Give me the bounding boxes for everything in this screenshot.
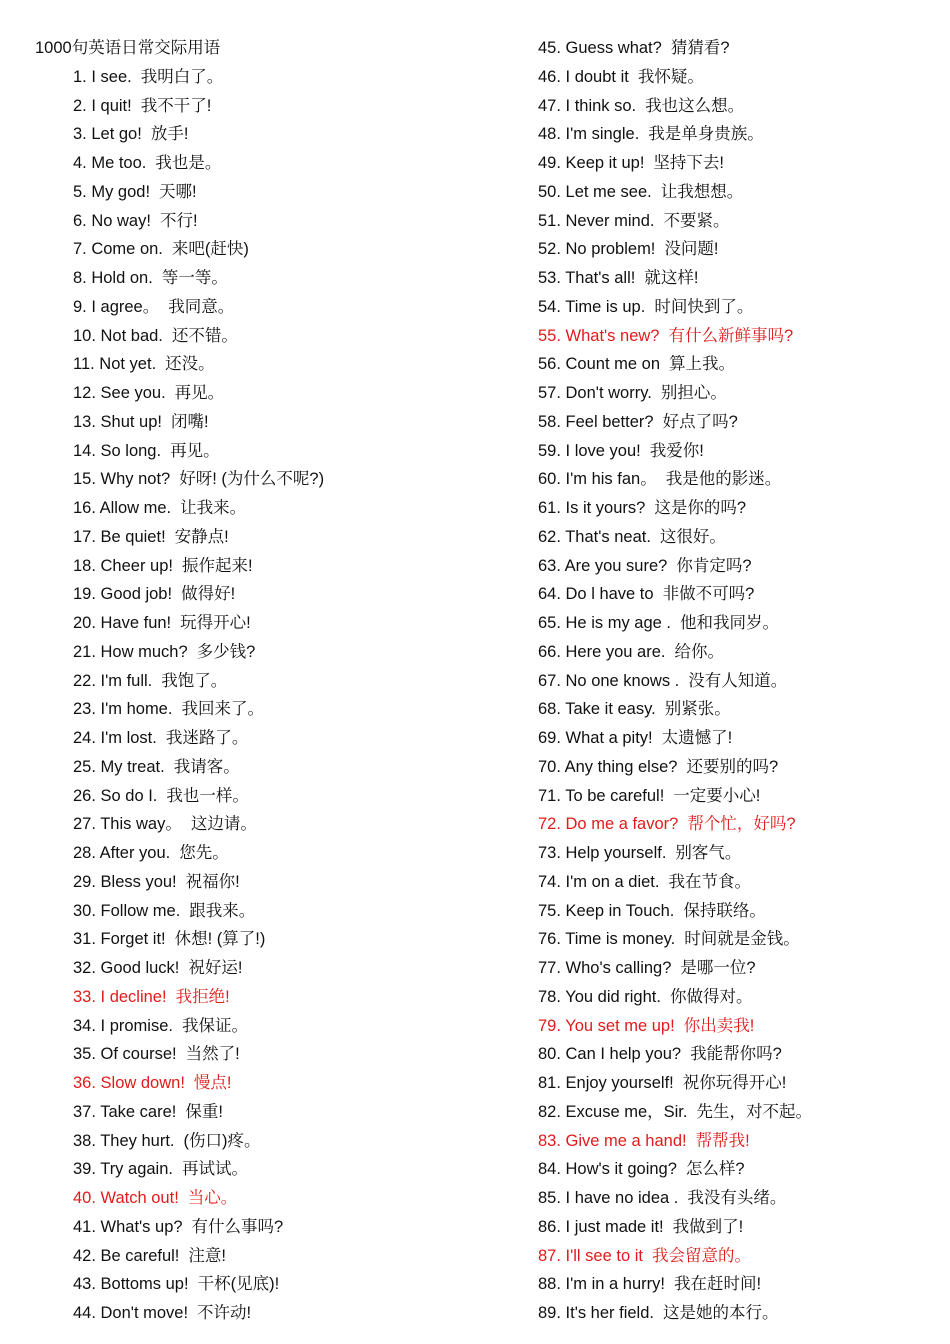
phrase-item — [73, 1244, 324, 1273]
phrase-item — [73, 611, 324, 640]
phrase-english: 76. Time is money. — [538, 930, 676, 949]
phrase-english: 3. Let go! — [73, 125, 142, 144]
phrase-english: 14. So long. — [73, 441, 162, 460]
phrase-item — [538, 496, 812, 525]
phrase-item — [538, 467, 812, 496]
phrase-english: 65. He is my age . — [538, 614, 671, 632]
phrase-english: 35. Of course! — [73, 1045, 177, 1064]
phrase-item — [538, 295, 812, 324]
phrase-item — [73, 784, 324, 813]
phrase-english: 77. Who's calling? — [538, 959, 672, 977]
phrase-english: 74. I'm on a diet. — [538, 872, 660, 891]
phrase-item — [73, 266, 324, 295]
phrase-chinese: 我能帮你吗? — [690, 1045, 782, 1064]
phrase-chinese: 没问题! — [664, 240, 719, 259]
document-title: 1000句英语日常交际用语 — [35, 39, 221, 57]
phrase-english: 39. Try again. — [73, 1160, 173, 1179]
phrase-item — [538, 352, 812, 381]
phrase-item — [538, 927, 812, 956]
phrase-list-left — [73, 65, 324, 1330]
phrase-english: 12. See you. — [73, 384, 166, 403]
phrase-item — [538, 209, 812, 238]
phrase-item — [538, 582, 812, 611]
phrase-chinese: 干杯(见底)! — [197, 1275, 280, 1294]
phrase-chinese: 他和我同岁。 — [679, 614, 779, 632]
phrase-chinese: 振作起来! — [181, 556, 253, 575]
phrase-english: 59. I love you! — [538, 441, 641, 460]
phrase-english: 16. Allow me. — [73, 499, 172, 518]
phrase-chinese: 别担心。 — [660, 384, 727, 402]
phrase-item — [538, 870, 812, 899]
phrase-item — [73, 1129, 324, 1158]
phrase-chinese: 来吧(赶快) — [171, 240, 249, 259]
phrase-chinese: 好呀! (为什么不呢?) — [179, 470, 325, 489]
phrase-english: 61. Is it yours? — [538, 499, 646, 517]
phrase-item — [73, 1071, 324, 1100]
phrase-english: 22. I'm full. — [73, 671, 153, 690]
phrase-english: 44. Don't move! — [73, 1304, 189, 1323]
phrase-chinese: 我迷路了。 — [165, 729, 249, 748]
phrase-item — [538, 697, 812, 726]
phrase-english: 51. Never mind. — [538, 211, 655, 230]
phrase-english: 27. This way。 — [73, 815, 182, 834]
phrase-english: 54. Time is up. — [538, 297, 646, 316]
phrase-chinese: 我是他的影迷。 — [665, 470, 782, 489]
phrase-english: 19. Good job! — [73, 585, 173, 604]
phrase-item — [73, 410, 324, 439]
phrase-chinese: 休想! (算了!) — [174, 930, 266, 949]
phrase-english: 6. No way! — [73, 211, 151, 230]
phrase-item — [538, 611, 812, 640]
phrase-english: 37. Take care! — [73, 1102, 177, 1121]
phrase-english: 83. Give me a hand! — [538, 1131, 687, 1150]
phrase-item — [538, 381, 812, 410]
phrase-item — [538, 65, 812, 94]
phrase-item — [73, 151, 324, 180]
phrase-item — [538, 1157, 812, 1186]
phrase-english: 49. Keep it up! — [538, 154, 645, 172]
phrase-item — [73, 180, 324, 209]
phrase-item — [73, 525, 324, 554]
phrase-english: 62. That's neat. — [538, 527, 651, 546]
phrase-item — [73, 870, 324, 899]
phrase-chinese: 时间就是金钱。 — [684, 930, 800, 949]
phrase-english: 72. Do me a favor? — [538, 815, 679, 834]
phrase-english: 58. Feel better? — [538, 412, 654, 431]
phrase-item — [538, 1272, 812, 1301]
phrase-chinese: 保持联络。 — [683, 901, 766, 920]
phrase-chinese: 你做得对。 — [669, 987, 753, 1006]
phrase-english: 11. Not yet. — [73, 355, 157, 374]
phrase-chinese: 你出卖我! — [683, 1016, 755, 1035]
phrase-chinese: 这边请。 — [190, 815, 257, 834]
phrase-english: 1. I see. — [73, 67, 132, 86]
phrase-chinese: 我饱了。 — [161, 671, 228, 690]
phrase-list-right — [538, 36, 812, 1330]
phrase-english: 89. It's her field. — [538, 1304, 654, 1322]
phrase-chinese: 还不错。 — [171, 326, 238, 345]
phrase-english: 29. Bless you! — [73, 872, 177, 891]
phrase-item — [73, 1014, 324, 1043]
phrase-english: 79. You set me up! — [538, 1016, 675, 1035]
phrase-chinese: 不许动! — [197, 1304, 252, 1323]
phrase-item — [538, 151, 812, 180]
phrase-english: 40. Watch out! — [73, 1189, 179, 1208]
phrase-english: 28. After you. — [73, 844, 171, 863]
phrase-chinese: 我也这么想。 — [645, 96, 745, 115]
phrase-chinese: 多少钱? — [196, 642, 256, 661]
phrase-item — [538, 94, 812, 123]
phrase-item — [73, 669, 324, 698]
phrase-chinese: 当心。 — [187, 1189, 238, 1208]
phrase-chinese: 我在赶时间! — [673, 1275, 762, 1294]
phrase-item — [73, 985, 324, 1014]
phrase-item — [538, 784, 812, 813]
phrase-english: 45. Guess what? — [538, 39, 662, 57]
phrase-item — [73, 381, 324, 410]
phrase-english: 9. I agree。 — [73, 297, 160, 316]
phrase-item — [538, 122, 812, 151]
phrase-english: 5. My god! — [73, 182, 151, 201]
phrase-item — [538, 525, 812, 554]
phrase-chinese: (伤口)疼。 — [183, 1131, 261, 1150]
phrase-english: 86. I just made it! — [538, 1217, 664, 1236]
phrase-english: 24. I'm lost. — [73, 729, 157, 748]
phrase-chinese: 给你。 — [674, 642, 724, 661]
phrase-english: 32. Good luck! — [73, 959, 180, 978]
phrase-chinese: 让我来。 — [180, 499, 247, 518]
phrase-chinese: 我做到了! — [672, 1217, 744, 1236]
phrase-english: 18. Cheer up! — [73, 556, 173, 575]
phrase-item — [538, 669, 812, 698]
phrase-english: 31. Forget it! — [73, 930, 166, 949]
phrase-english: 26. So do I. — [73, 786, 158, 805]
phrase-chinese: 还要别的吗? — [686, 757, 779, 776]
phrase-chinese: 我也一样。 — [166, 786, 249, 805]
phrase-item — [73, 956, 324, 985]
phrase-english: 33. I decline! — [73, 987, 167, 1006]
phrase-chinese: 别紧张。 — [664, 700, 731, 719]
phrase-item — [73, 726, 324, 755]
phrase-item — [538, 1014, 812, 1043]
phrase-english: 20. Have fun! — [73, 614, 172, 633]
phrase-english: 82. Excuse me，Sir. — [538, 1102, 688, 1121]
phrase-chinese: 玩得开心! — [180, 614, 251, 633]
phrase-chinese: 一定要小心! — [673, 786, 761, 805]
phrase-chinese: 猜猜看? — [670, 39, 730, 57]
phrase-english: 85. I have no idea . — [538, 1189, 679, 1207]
phrase-item — [538, 410, 812, 439]
phrase-chinese: 我会留意的。 — [651, 1246, 751, 1265]
phrase-chinese: 当然了! — [185, 1045, 240, 1064]
phrase-item — [538, 36, 812, 65]
phrase-item — [73, 841, 324, 870]
phrase-chinese: 有什么新鲜事吗? — [668, 326, 794, 345]
phrase-chinese: 做得好! — [181, 585, 236, 604]
phrase-chinese: 我回来了。 — [181, 700, 264, 719]
phrase-english: 57. Don't worry. — [538, 384, 652, 402]
phrase-item — [538, 755, 812, 784]
phrase-item — [538, 1301, 812, 1330]
phrase-item — [538, 439, 812, 468]
phrase-english: 46. I doubt it — [538, 67, 629, 86]
phrase-item — [538, 956, 812, 985]
phrase-chinese: 不行! — [159, 211, 198, 230]
phrase-chinese: 我请客。 — [173, 757, 240, 776]
phrase-english: 42. Be careful! — [73, 1246, 180, 1265]
phrase-item — [73, 1157, 324, 1186]
phrase-chinese: 再见。 — [174, 384, 225, 403]
phrase-english: 30. Follow me. — [73, 901, 181, 920]
phrase-item — [73, 295, 324, 324]
phrase-chinese: 我爱你! — [649, 441, 704, 460]
phrase-item — [73, 927, 324, 956]
phrase-english: 17. Be quiet! — [73, 527, 166, 546]
phrase-chinese: 慢点! — [193, 1074, 232, 1093]
phrase-item — [73, 1215, 324, 1244]
phrase-item — [538, 180, 812, 209]
phrase-english: 10. Not bad. — [73, 326, 163, 345]
phrase-chinese: 我拒绝! — [175, 987, 230, 1006]
phrase-chinese: 保重! — [185, 1102, 223, 1121]
phrase-chinese: 我在节食。 — [668, 872, 751, 891]
phrase-item — [73, 237, 324, 266]
phrase-english: 63. Are you sure? — [538, 556, 668, 575]
phrase-english: 21. How much? — [73, 642, 188, 661]
phrase-chinese: 祝福你! — [185, 872, 240, 891]
phrase-english: 70. Any thing else? — [538, 757, 678, 776]
phrase-english: 81. Enjoy yourself! — [538, 1074, 674, 1092]
phrase-english: 67. No one knows . — [538, 671, 680, 690]
phrase-english: 56. Count me on — [538, 355, 660, 374]
phrase-chinese: 坚持下去! — [653, 154, 725, 172]
phrase-item — [538, 1244, 812, 1273]
phrase-chinese: 还没。 — [165, 355, 215, 374]
phrase-english: 43. Bottoms up! — [73, 1275, 189, 1294]
phrase-chinese: 再见。 — [170, 441, 220, 460]
phrase-item — [73, 554, 324, 583]
phrase-chinese: 这是你的吗? — [654, 499, 746, 517]
phrase-chinese: 等一等。 — [161, 269, 228, 288]
phrase-chinese: 我保证。 — [181, 1016, 248, 1035]
phrase-chinese: 帮个忙，好吗? — [687, 815, 796, 834]
phrase-chinese: 您先。 — [179, 844, 229, 863]
phrase-item — [538, 1186, 812, 1215]
phrase-english: 75. Keep in Touch. — [538, 901, 675, 920]
phrase-chinese: 先生，对不起。 — [696, 1102, 812, 1121]
phrase-item — [538, 1042, 812, 1071]
phrase-chinese: 这很好。 — [659, 527, 726, 546]
phrase-chinese: 你肯定吗? — [676, 556, 752, 575]
phrase-chinese: 跟我来。 — [189, 901, 256, 920]
phrase-item — [73, 1186, 324, 1215]
phrase-item — [73, 209, 324, 238]
phrase-item — [538, 237, 812, 266]
phrase-chinese: 注意! — [188, 1246, 226, 1265]
phrase-item — [73, 582, 324, 611]
phrase-chinese: 我明白了。 — [140, 67, 224, 86]
phrase-chinese: 让我想想。 — [660, 182, 744, 201]
phrase-item — [538, 1129, 812, 1158]
phrase-chinese: 我同意。 — [168, 297, 235, 316]
phrase-chinese: 好点了吗? — [662, 412, 738, 431]
phrase-item — [73, 94, 324, 123]
phrase-item — [73, 697, 324, 726]
phrase-english: 34. I promise. — [73, 1016, 173, 1035]
phrase-english: 4. Me too. — [73, 154, 147, 173]
phrase-item — [538, 324, 812, 353]
phrase-chinese: 我不干了! — [140, 96, 212, 115]
phrase-item — [73, 352, 324, 381]
phrase-item — [538, 1215, 812, 1244]
phrase-item — [538, 266, 812, 295]
phrase-chinese: 我也是。 — [155, 154, 222, 173]
phrase-english: 53. That's all! — [538, 269, 636, 287]
phrase-item — [73, 467, 324, 496]
phrase-english: 64. Do l have to — [538, 585, 654, 604]
phrase-english: 2. I quit! — [73, 96, 132, 115]
phrase-english: 13. Shut up! — [73, 412, 162, 431]
phrase-english: 7. Come on. — [73, 240, 163, 259]
phrase-chinese: 闭嘴! — [171, 412, 209, 431]
phrase-english: 47. I think so. — [538, 96, 637, 115]
phrase-chinese: 天哪! — [159, 182, 197, 201]
phrase-english: 36. Slow down! — [73, 1074, 185, 1093]
phrase-english: 71. To be careful! — [538, 786, 665, 805]
phrase-item — [538, 1100, 812, 1129]
phrase-item — [73, 439, 324, 468]
phrase-chinese: 非做不可吗? — [662, 585, 755, 604]
phrase-item — [538, 554, 812, 583]
phrase-chinese: 太遗憾了! — [661, 729, 733, 747]
phrase-chinese: 别客气。 — [675, 844, 742, 862]
phrase-english: 38. They hurt. — [73, 1131, 175, 1150]
phrase-english: 50. Let me see. — [538, 182, 652, 201]
phrase-item — [73, 640, 324, 669]
phrase-english: 87. I'll see to it — [538, 1246, 643, 1265]
phrase-english: 55. What's new? — [538, 326, 660, 345]
phrase-item — [73, 899, 324, 928]
phrase-item — [73, 1301, 324, 1330]
phrase-chinese: 有什么事吗? — [191, 1217, 284, 1236]
phrase-english: 78. You did right. — [538, 987, 661, 1006]
phrase-english: 60. I'm his fan。 — [538, 470, 657, 489]
phrase-chinese: 这是她的本行。 — [662, 1304, 779, 1322]
phrase-item — [538, 726, 812, 755]
phrase-chinese: 放手! — [150, 125, 189, 144]
phrase-english: 69. What a pity! — [538, 729, 653, 747]
phrase-chinese: 我是单身贵族。 — [648, 125, 764, 144]
phrase-chinese: 帮帮我! — [695, 1131, 750, 1150]
phrase-chinese: 祝你玩得开心! — [682, 1074, 787, 1092]
phrase-item — [538, 812, 812, 841]
phrase-english: 52. No problem! — [538, 240, 656, 259]
phrase-item — [73, 122, 324, 151]
phrase-item — [73, 812, 324, 841]
phrase-chinese: 就这样! — [644, 269, 699, 287]
phrase-english: 66. Here you are. — [538, 642, 666, 661]
phrase-english: 15. Why not? — [73, 470, 171, 489]
phrase-item — [538, 899, 812, 928]
phrase-english: 84. How's it going? — [538, 1160, 677, 1179]
phrase-chinese: 不要紧。 — [663, 211, 730, 230]
phrase-item — [73, 1272, 324, 1301]
phrase-english: 88. I'm in a hurry! — [538, 1275, 665, 1294]
phrase-chinese: 算上我。 — [669, 355, 735, 374]
phrase-chinese: 我没有头绪。 — [687, 1189, 787, 1207]
phrase-chinese: 怎么样? — [685, 1160, 745, 1179]
phrase-english: 73. Help yourself. — [538, 844, 667, 862]
phrase-item — [73, 1100, 324, 1129]
phrase-item — [538, 841, 812, 870]
phrase-chinese: 安静点! — [174, 527, 229, 546]
phrase-english: 41. What's up? — [73, 1217, 183, 1236]
phrase-english: 25. My treat. — [73, 757, 165, 776]
phrase-chinese: 祝好运! — [188, 959, 243, 978]
phrase-english: 80. Can I help you? — [538, 1045, 682, 1064]
phrase-english: 8. Hold on. — [73, 269, 153, 288]
phrase-chinese: 我怀疑。 — [637, 67, 704, 86]
phrase-english: 68. Take it easy. — [538, 700, 656, 719]
phrase-chinese: 再试试。 — [181, 1160, 248, 1179]
phrase-chinese: 时间快到了。 — [654, 297, 754, 316]
phrase-chinese: 是哪一位? — [680, 959, 756, 977]
phrase-chinese: 没有人知道。 — [688, 671, 788, 690]
phrase-item — [73, 1042, 324, 1071]
phrase-item — [538, 985, 812, 1014]
phrase-item — [73, 755, 324, 784]
phrase-item — [538, 1071, 812, 1100]
phrase-english: 48. I'm single. — [538, 125, 640, 144]
phrase-item — [73, 65, 324, 94]
phrase-item — [73, 324, 324, 353]
phrase-english: 23. I'm home. — [73, 700, 173, 719]
phrase-item — [538, 640, 812, 669]
phrase-item — [73, 496, 324, 525]
